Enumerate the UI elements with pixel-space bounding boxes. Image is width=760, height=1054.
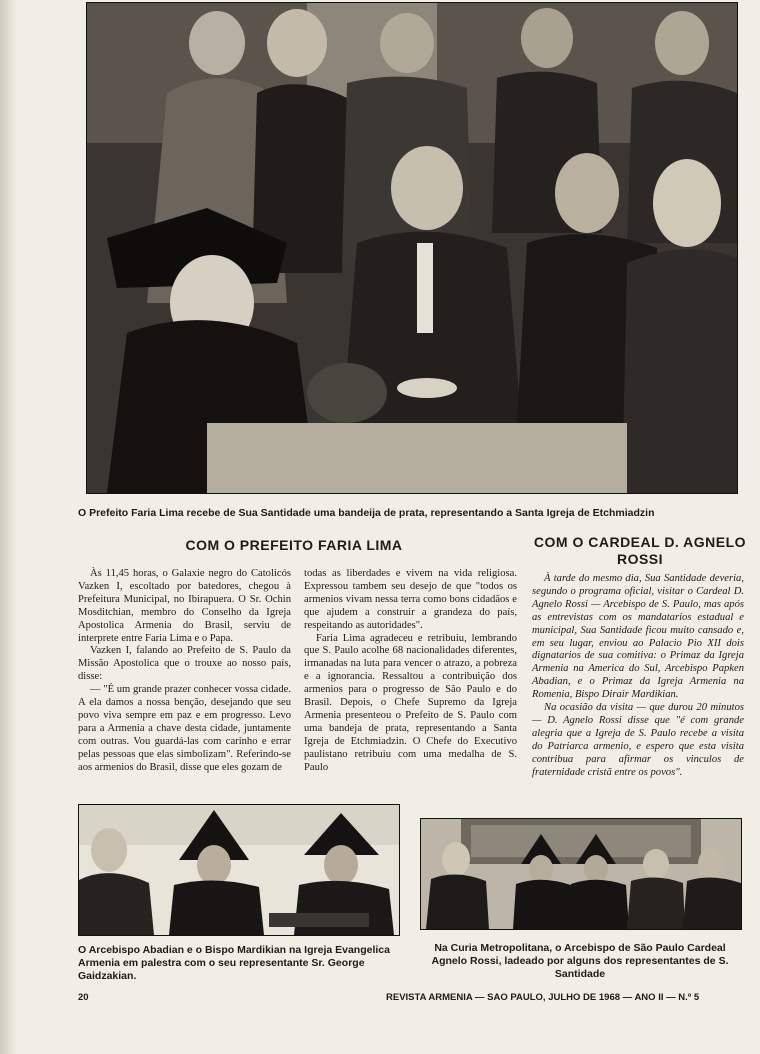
paragraph: Às 11,45 horas, o Galaxie negro do Catolicós Vazken I, escoltado por batedores, chegou à Prefeitura Municipal, no Ibirapuera. O Sr. Ochin Mosditchian, membro do Conselho da Igreja Apostolica Armenia do Brasil, serviu de interprete entre Faria Lima e o Papa.	[78, 568, 291, 644]
top-photo-caption: O Prefeito Faria Lima recebe de Sua Santidade uma bandeija de prata, representando a Santa Igreja de Etchmiadzin	[78, 507, 655, 519]
main-article-column-2	[304, 568, 517, 775]
paragraph: Faria Lima agradeceu e retribuiu, lembrando que S. Paulo acolhe 68 nacionalidades diferentes, irmanadas na luta para vencer o atrazo, a pobreza e a ignorancia. Ressaltou a contribuição dos armenios para o progresso de São Paulo e do Brasil. Depois, o Chefe Supremo da Igreja Armenia presenteou o Prefeito de S. Paulo com uma bandeja de prata, representando a Santa Igreja de Etchmiadzin. O Chefe do Executivo paulistano retribuiu com uma medalha de S. Paulo	[304, 632, 517, 773]
paragraph: Vazken I, falando ao Prefeito de S. Paulo da Missão Apostolica que o trouxe ao nosso país, disse:	[78, 645, 291, 683]
main-article-column-1	[78, 568, 291, 775]
paragraph: — "É um grande prazer conhecer vossa cidade. A ela damos a nossa benção, desejando que seu povo viva sempre em paz e em progresso. Levo para a Armenia a chave desta cidade, juntamente com outras. Vou guardá-las com carinho e errar pelas pessoas que elas simbolizam". Referindo-se aos armenios do Brasil, disse que eles gozam de	[78, 684, 291, 773]
page-number: 20	[78, 992, 89, 1003]
main-article-heading: COM O PREFEITO FARIA LIMA	[185, 537, 403, 553]
paragraph: À tarde do mesmo dia, Sua Santidade deveria, segundo o programa oficial, visitar o Cardeal D. Agnelo Rossi — Arcebispo de S. Paulo, mas após as entrevistas com os mandatarios estadual e municipal, Sua Santidade ficou muito cansado e, em seu lugar, enviou ao Palacio Pio XII dois dignatarios de sua comitiva: o Primaz da Igreja Armenia na America do Sul, Arcebispo Papken Abadian, e o Primaz da Igreja Armenia na Romenia, Bispo Dirair Mardikian.	[532, 573, 744, 701]
paragraph: Na ocasião da visita — que durou 20 minutos — D. Agnelo Rossi disse que "é com grande alegria que a Igreja de S. Paulo recebe a visita do Patriarca armenio, e espero que esta visita contribua para afirmar os vinculos de fraternidade cristã entre os povos".	[532, 702, 744, 778]
top-photo	[86, 2, 738, 494]
side-article-column	[532, 573, 744, 780]
paragraph: todas as liberdades e vivem na vida religiosa. Expressou tambem seu desejo de que "todos os armenios vivam nessa terra como bons cidadãos e que ajudem a construir a grandeza do país, respeitando as autoridades".	[304, 568, 517, 631]
publication-line: REVISTA ARMENIA — SAO PAULO, JULHO DE 1968 — ANO II — N.º 5	[386, 992, 700, 1003]
bottom-right-photo	[420, 818, 742, 930]
bottom-left-caption: O Arcebispo Abadian e o Bispo Mardikian na Igreja Evangelica Armenia em palestra com o seu representante Sr. George Gaidzakian.	[78, 944, 390, 982]
bottom-right-caption: Na Curia Metropolitana, o Arcebispo de São Paulo Cardeal Agnelo Rossi, ladeado por alguns dos representantes de S. Santidade	[431, 942, 729, 980]
bottom-left-photo	[78, 804, 400, 936]
page-fold-shadow	[0, 0, 18, 1054]
side-article-heading: COM O CARDEAL D. AGNELO ROSSI	[533, 534, 747, 567]
